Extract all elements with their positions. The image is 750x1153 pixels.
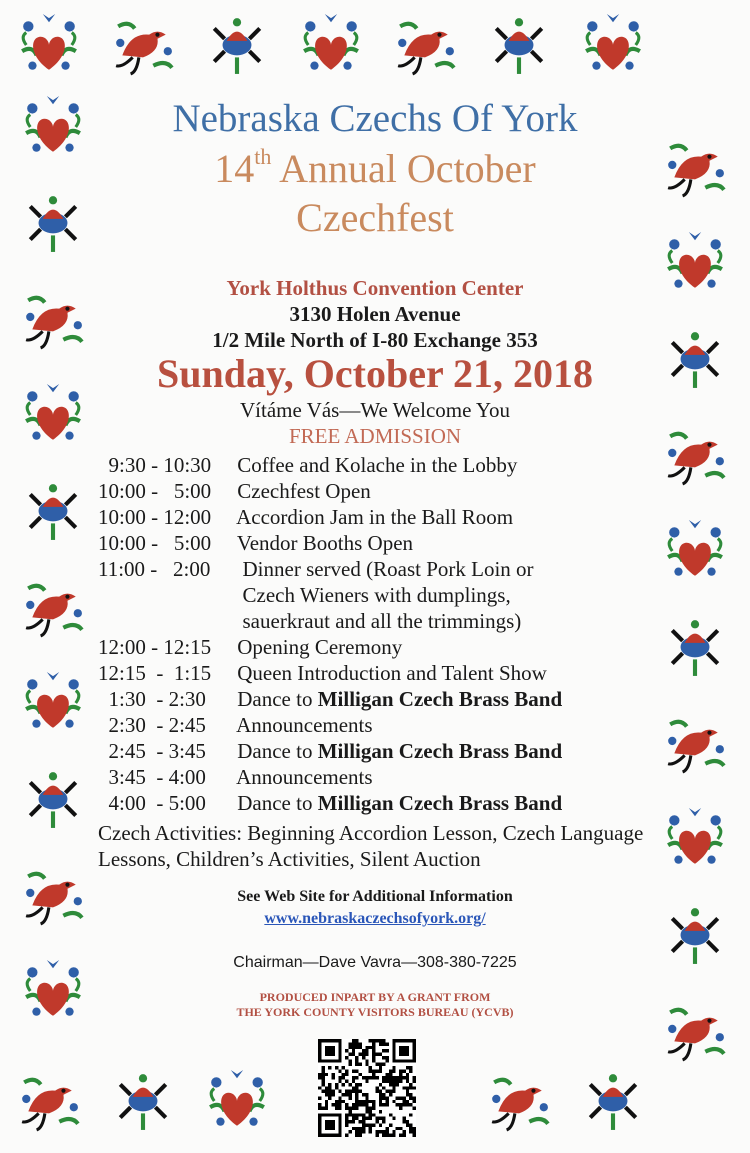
schedule-event: Announcements (232, 713, 373, 737)
grant-credit (92, 990, 658, 1020)
activities-text: Czech Activities: Beginning Accordion Lesson, Czech Language Lessons, Children’s Activities, Silent Auction (98, 821, 644, 871)
folk-flower-icon (664, 616, 726, 678)
folk-bird-icon (664, 1000, 726, 1062)
folk-bird-icon (488, 1070, 550, 1132)
chairman-contact: Chairman—Dave Vavra—308-380-7225 (233, 954, 517, 971)
annual-number: 14 (214, 146, 255, 191)
folk-flower-icon (22, 768, 84, 830)
folk-heart-tulip-icon (664, 520, 726, 582)
folk-bird-icon (22, 576, 84, 638)
schedule-event: Accordion Jam in the Ball Room (232, 505, 514, 529)
folk-flower-icon (22, 192, 84, 254)
schedule-row (98, 686, 658, 712)
folk-heart-tulip-icon (664, 808, 726, 870)
schedule-row (98, 634, 658, 660)
schedule-row (98, 478, 658, 504)
organization-title: Nebraska Czechs Of York (172, 97, 578, 140)
folk-bird-icon (22, 288, 84, 350)
schedule-time (98, 582, 232, 608)
venue-directions: 1/2 Mile North of I-80 Exchange 353 (212, 328, 538, 352)
schedule-event: Opening Ceremony (232, 635, 403, 659)
folk-heart-tulip-icon (22, 384, 84, 446)
schedule-time: 10:00 - 5:00 (98, 479, 212, 503)
annual-suffix: th (254, 144, 272, 169)
schedule-row (98, 738, 658, 764)
schedule-time: 2:45 - 3:45 (98, 739, 206, 763)
schedule-time: 9:30 - 10:30 (98, 453, 212, 477)
band-name: Milligan Czech Brass Band (317, 687, 563, 711)
schedule-event: Dance to (232, 791, 318, 815)
schedule-row (98, 452, 658, 478)
festival-title: Czechfest (296, 195, 454, 240)
folk-bird-icon (664, 424, 726, 486)
schedule-time: 10:00 - 12:00 (98, 505, 212, 529)
folk-flower-icon (206, 14, 268, 76)
schedule-event: Announcements (232, 765, 373, 789)
annual-text: Annual October (271, 146, 536, 191)
schedule-event: Czech Wieners with dumplings, (232, 583, 511, 607)
schedule-row (98, 530, 658, 556)
venue-address: 3130 Holen Avenue (289, 302, 461, 326)
folk-bird-icon (664, 712, 726, 774)
folk-bird-icon (112, 14, 174, 76)
schedule-event: Queen Introduction and Talent Show (232, 661, 547, 685)
folk-heart-tulip-icon (22, 960, 84, 1022)
schedule-row (98, 764, 658, 790)
grant-line-2: THE YORK COUNTY VISITORS BUREAU (YCVB) (236, 1005, 514, 1019)
schedule-row (98, 504, 658, 530)
schedule-event: Coffee and Kolache in the Lobby (232, 453, 518, 477)
schedule-time: 1:30 - 2:30 (98, 687, 206, 711)
website-label: See Web Site for Additional Information (237, 888, 513, 905)
folk-flower-icon (582, 1070, 644, 1132)
annual-title (92, 144, 658, 192)
schedule-event: Czechfest Open (232, 479, 371, 503)
welcome-line: Vítáme Vás—We Welcome You (240, 398, 510, 422)
admission-line: FREE ADMISSION (288, 424, 462, 448)
schedule-time: 2:30 - 2:45 (98, 713, 206, 737)
schedule-event: Vendor Booths Open (232, 531, 414, 555)
schedule-time: 10:00 - 5:00 (98, 531, 212, 555)
schedule-event: sauerkraut and all the trimmings) (232, 609, 522, 633)
folk-flower-icon (664, 328, 726, 390)
schedule-row (98, 790, 658, 816)
folk-bird-icon (22, 864, 84, 926)
venue-name: York Holthus Convention Center (226, 276, 524, 300)
band-name: Milligan Czech Brass Band (317, 791, 563, 815)
folk-bird-icon (394, 14, 456, 76)
folk-heart-tulip-icon (22, 672, 84, 734)
folk-flower-icon (22, 480, 84, 542)
website-link[interactable]: www.nebraskaczechsofyork.org/ (264, 910, 486, 927)
folk-heart-tulip-icon (22, 96, 84, 158)
schedule-row (98, 712, 658, 738)
schedule-row (98, 556, 658, 582)
schedule-time: 12:00 - 12:15 (98, 635, 212, 659)
folk-bird-icon (18, 1070, 80, 1132)
schedule-event: Dinner served (Roast Pork Loin or (232, 557, 534, 581)
schedule-row (98, 608, 658, 634)
folk-flower-icon (112, 1070, 174, 1132)
band-name: Milligan Czech Brass Band (317, 739, 563, 763)
folk-heart-tulip-icon (206, 1070, 268, 1132)
schedule-time: 12:15 - 1:15 (98, 661, 212, 685)
qr-code-icon[interactable] (318, 1039, 416, 1137)
schedule-event: Dance to (232, 739, 318, 763)
folk-flower-icon (488, 14, 550, 76)
event-date: Sunday, October 21, 2018 (157, 351, 593, 396)
folk-heart-tulip-icon (664, 232, 726, 294)
schedule-time: 3:45 - 4:00 (98, 765, 206, 789)
schedule-list (98, 452, 658, 816)
schedule-row (98, 660, 658, 686)
folk-flower-icon (664, 904, 726, 966)
folk-heart-tulip-icon (582, 14, 644, 76)
schedule-time: 11:00 - 2:00 (98, 557, 211, 581)
schedule-row (98, 582, 658, 608)
schedule-time (98, 608, 232, 634)
schedule-event: Dance to (232, 687, 318, 711)
folk-heart-tulip-icon (300, 14, 362, 76)
schedule-time: 4:00 - 5:00 (98, 791, 206, 815)
folk-bird-icon (664, 136, 726, 198)
grant-line-1: PRODUCED INPART BY A GRANT FROM (259, 990, 491, 1004)
folk-heart-tulip-icon (18, 14, 80, 76)
